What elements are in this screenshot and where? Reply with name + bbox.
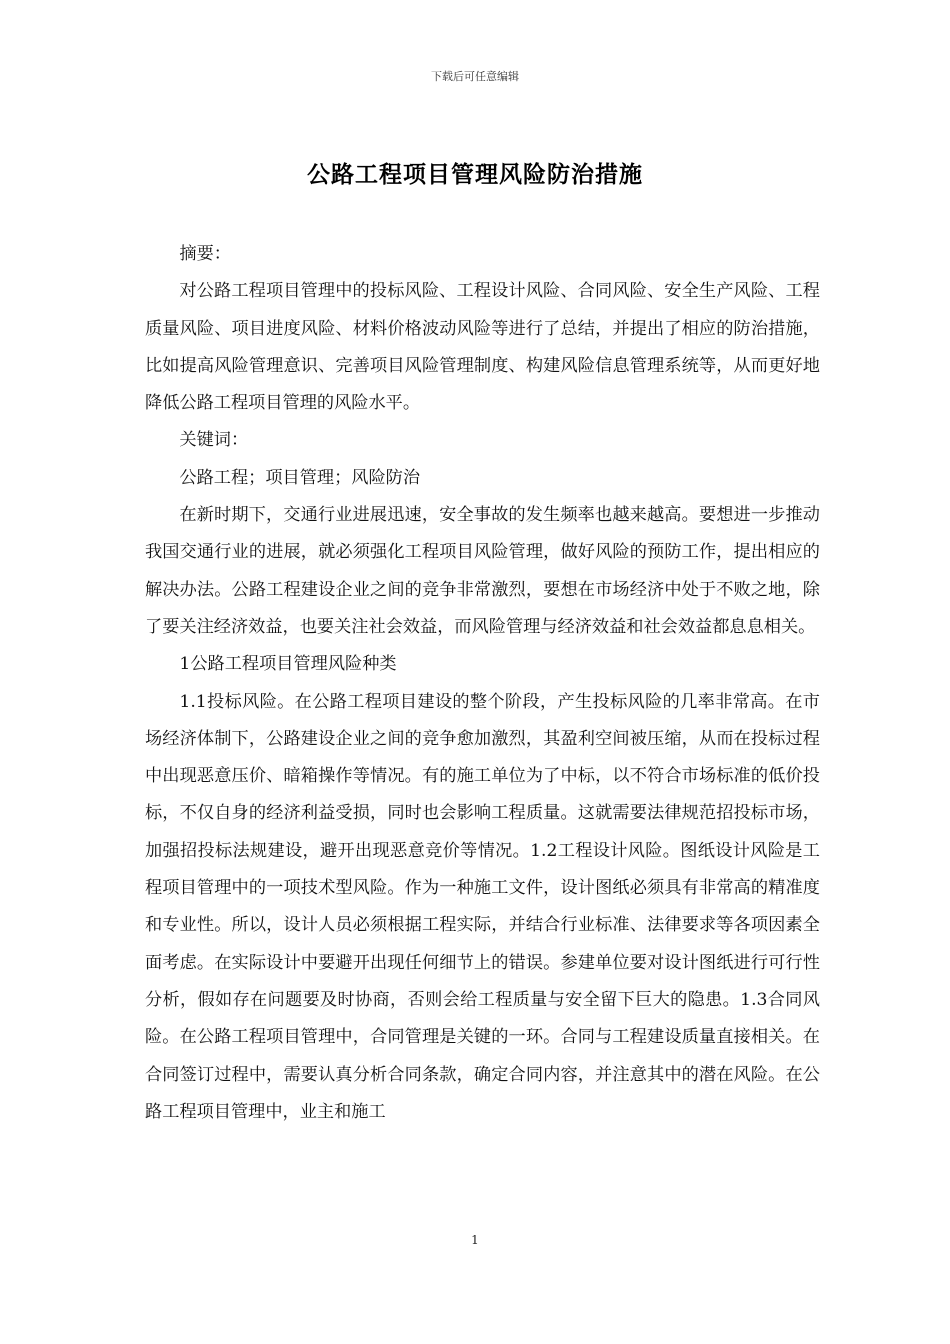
page-header: 下载后可任意编辑	[431, 70, 519, 83]
document-body	[145, 236, 820, 1131]
keywords-text: 公路工程；项目管理；风险防治	[179, 467, 421, 488]
page-number: 1	[471, 1233, 479, 1247]
abstract-text: 对公路工程项目管理中的投标风险、工程设计风险、合同风险、安全生产风险、工程质量风险、项目进度风险、材料价格波动风险等进行了总结，并提出了相应的防治措施，比如提高风险管理意识、完善项目风险管理制度、构建风险信息管理系统等，从而更好地降低公路工程项目管理的风险水平。	[145, 281, 820, 414]
document-title: 公路工程项目管理风险防治措施	[307, 161, 643, 188]
intro-paragraph: 在新时期下，交通行业进展迅速，安全事故的发生频率也越来越高。要想进一步推动我国交通行业的进展，就必须强化工程项目风险管理，做好风险的预防工作，提出相应的解决办法。公路工程建设企业之间的竞争非常激烈，要想在市场经济中处于不败之地，除了要关注经济效益，也要关注社会效益，而风险管理与经济效益和社会效益都息息相关。	[145, 505, 820, 637]
section-heading: 1公路工程项目管理风险种类	[179, 654, 397, 675]
abstract-label: 摘要：	[179, 244, 231, 264]
section-paragraph: 1.1投标风险。在公路工程项目建设的整个阶段，产生投标风险的几率非常高。在市场经济体制下，公路建设企业之间的竞争愈加激烈，其盈利空间被压缩，从而在投标过程中出现恶意压价、暗箱操作等情况。有的施工单位为了中标，以不符合市场标准的低价投标，不仅自身的经济利益受损，同时也会影响工程质量。这就需要法律规范招投标市场，加强招投标法规建设，避开出现恶意竞价等情况。1.2工程设计风险。图纸设计风险是工程项目管理中的一项技术型风险。作为一种施工文件，设计图纸必须具有非常高的精准度和专业性。所以，设计人员必须根据工程实际，并结合行业标准、法律要求等各项因素全面考虑。在实际设计中要避开出现任何细节上的错误。参建单位要对设计图纸进行可行性分析，假如存在问题要及时协商，否则会给工程质量与安全留下巨大的隐患。1.3合同风险。在公路工程项目管理中，合同管理是关键的一环。合同与工程建设质量直接相关。在合同签订过程中，需要认真分析合同条款，确定合同内容，并注意其中的潜在风险。在公路工程项目管理中，业主和施工	[145, 691, 820, 1122]
keywords-label: 关键词：	[179, 430, 249, 451]
